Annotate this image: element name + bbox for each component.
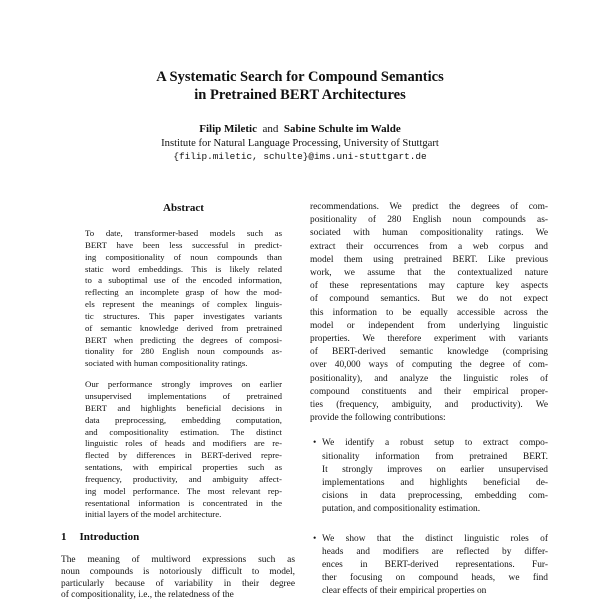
right-column-paragraph (310, 201, 548, 425)
text-line: reflecting an incomplete grasp of how the mod- (85, 287, 282, 298)
text-line: and compositionality estimation. The distinct (85, 426, 282, 437)
text-line: unsupervised implementations of pretrained (85, 390, 282, 401)
text-line: of compositionality, i.e., the relatedness of the (61, 590, 234, 600)
text-line: BERT and highlights beneficial decisions in (85, 402, 282, 413)
text-line: ties (frequency, ambiguity, and productivity). We (310, 400, 548, 411)
list-item (310, 533, 548, 599)
text-line: positionality of 280 English noun compounds as- (310, 215, 548, 226)
contribution-1-text (322, 437, 548, 516)
affiliation: Institute for Natural Language Processing, University of Stuttgart (161, 138, 439, 149)
text-line: compound constituents and their empirical proper- (310, 386, 548, 397)
text-line: over 40,000 ways of computing the degree of com- (310, 360, 548, 371)
text-line: ing compositionality of noun compounds than (85, 251, 282, 262)
section-heading-introduction (61, 531, 295, 544)
text-line: ther focusing on compound heads, we find (322, 573, 548, 584)
text-line: cisions in data preprocessing, embedding com- (322, 491, 548, 502)
text-line: of these representations may capture key aspects (310, 281, 548, 292)
text-line: recommendations. We predict the degrees of com- (310, 202, 548, 212)
text-line: of compound semantics. But we do not expect (310, 294, 548, 305)
paper-title-line2: in Pretrained BERT Architectures (194, 87, 406, 103)
email-address: {filip.miletic, schulte}@ims.uni-stuttgart.de (173, 151, 427, 162)
text-line: model or independent from underlying linguistic (310, 320, 548, 331)
list-item (310, 437, 548, 516)
introduction-paragraph (61, 555, 295, 600)
text-line: of BERT-derived semantic knowledge (comprising (310, 347, 548, 358)
text-line: tic structures. This paper investigates variants (85, 310, 282, 321)
contribution-2-text (322, 533, 548, 599)
text-line: sentations, with empirical properties such as (85, 462, 282, 473)
authors-line (0, 123, 600, 136)
text-line: particularly because of variability in their degree (61, 578, 295, 589)
abstract-paragraph-1 (85, 228, 282, 370)
text-line: static word embeddings. This is likely related (85, 263, 282, 274)
author-separator: and (262, 123, 279, 135)
text-line: putation, and compositionality estimation. (322, 504, 481, 515)
text-line: to a suboptimal use of the encoded information, (85, 275, 282, 286)
author-2: Sabine Schulte im Walde (283, 123, 401, 135)
text-line: tionality for 280 English noun compounds as- (85, 346, 282, 357)
right-column (310, 201, 548, 599)
text-line: work, we assume that the contextualized nature (310, 268, 548, 279)
abstract-paragraph-2 (85, 379, 282, 521)
text-line: sociated with human compositionality ratings. We (310, 228, 548, 239)
text-line: model them using pretrained BERT. Like previous (310, 254, 548, 265)
text-line: frequency, productivity, and ambiguity affect- (85, 473, 282, 484)
text-line: clear effects of their empirical properties on (322, 586, 487, 597)
text-line: Our performance strongly improves on earlier (85, 379, 282, 390)
paper-title (0, 68, 600, 104)
text-line: properties. We therefore experiment with variants (310, 334, 548, 345)
text-line: this information to be equally accessible across the (310, 307, 548, 318)
text-line: heads and modifiers are reflected by differ- (322, 546, 548, 557)
text-line: ing model performance. The most relevant rep- (85, 485, 282, 496)
text-line: els represent the meanings of complex linguis- (85, 299, 282, 310)
section-number: 1 (61, 531, 67, 544)
text-line: BERT have been less successful in predict- (85, 239, 282, 250)
text-line: The meaning of multiword expressions such as (61, 555, 295, 566)
paper-header (0, 68, 600, 163)
text-line: of semantic knowledge derived from pretrained (85, 322, 282, 333)
left-column (61, 202, 295, 600)
text-line: initial layers of the model architecture. (85, 509, 222, 520)
text-line: provide the following contributions: (310, 413, 446, 424)
text-line: We identify a robust setup to extract compo- (322, 438, 548, 449)
text-line: resentational information is concentrated in the (85, 497, 282, 508)
text-line: sociated with human compositionality ratings. (85, 358, 248, 369)
text-line: We show that the distinct linguistic roles of (322, 533, 548, 544)
text-line: extract their occurrences from a web corpus and (310, 241, 548, 252)
text-line: It strongly improves on earlier unsupervised (322, 464, 548, 475)
text-line: data preprocessing, embedding computation, (85, 414, 282, 425)
text-line: noun compounds is notoriously difficult to model, (61, 566, 295, 577)
text-line: flected by differences in BERT-derived repre- (85, 450, 282, 461)
bullet-icon: • (313, 533, 317, 544)
text-line: implementations and highlights beneficial de- (322, 478, 548, 489)
contributions-list (310, 437, 548, 598)
section-title: Introduction (79, 531, 140, 544)
author-1: Filip Miletic (199, 123, 257, 135)
text-line: To date, transformer-based models such as (85, 228, 282, 238)
text-line: linguistic roles of heads and modifiers are re- (85, 438, 282, 449)
abstract-section (85, 202, 282, 521)
text-line: ences in BERT-derived representations. Fur- (322, 560, 548, 571)
paper-title-line1: A Systematic Search for Compound Semantics (156, 69, 444, 85)
text-line: positionality), and analyze the linguistic roles of (310, 373, 548, 384)
text-line: sitionality information from pretrained BERT. (322, 451, 548, 462)
text-line: BERT when predicting the degrees of composi- (85, 334, 282, 345)
abstract-heading: Abstract (163, 202, 204, 214)
bullet-icon: • (313, 438, 317, 449)
